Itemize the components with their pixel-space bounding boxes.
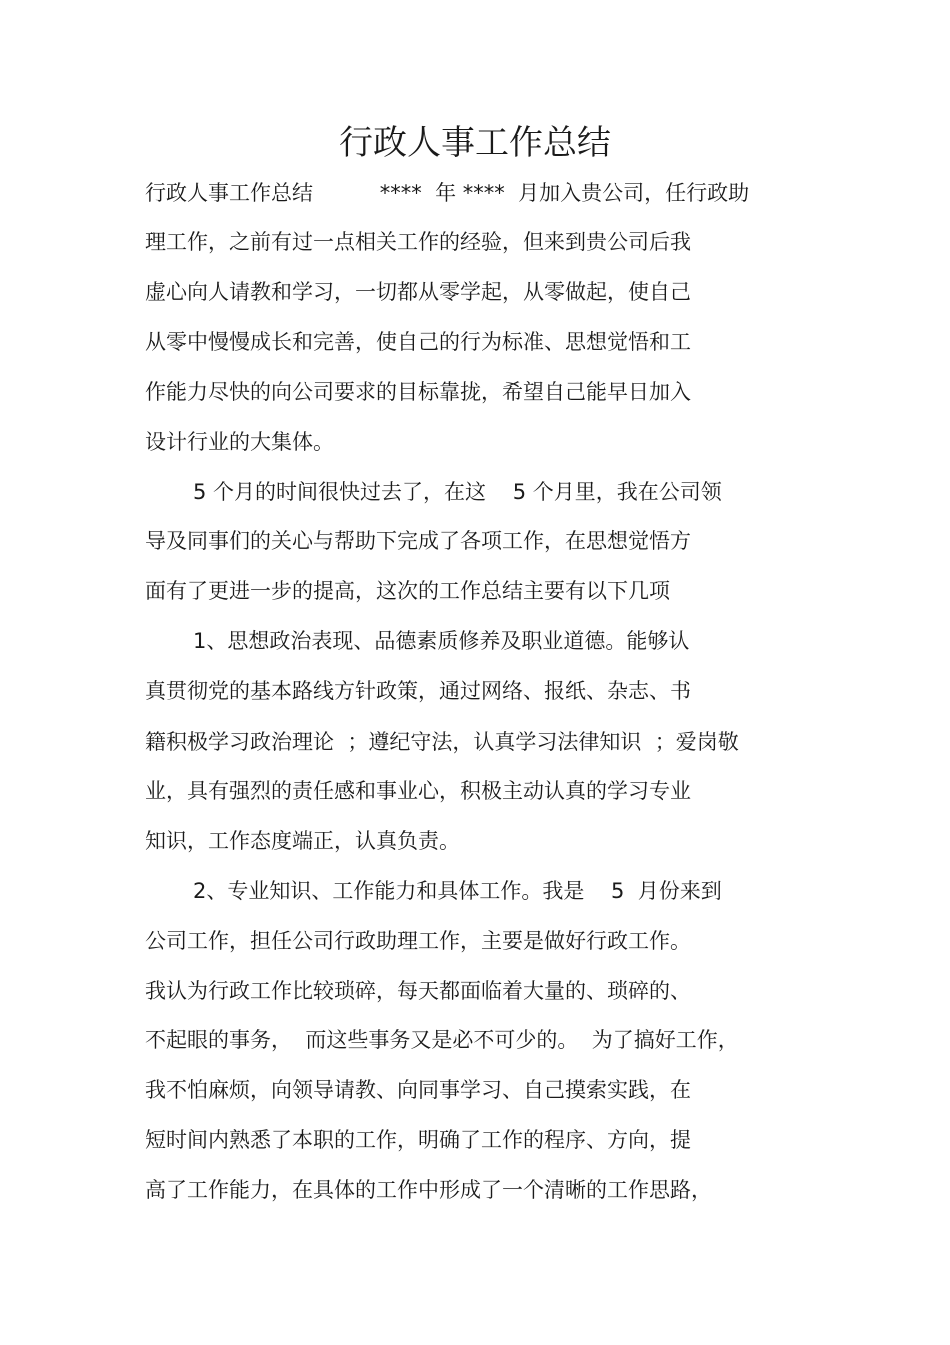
text-line: 真贯彻党的基本路线方针政策，通过网络、报纸、杂志、书 — [145, 679, 691, 703]
text-line: 公司工作，担任公司行政助理工作，主要是做好行政工作。 — [145, 929, 691, 953]
document-title: 行政人事工作总结 — [339, 123, 611, 163]
text-line: 籍积极学习政治理论 ；遵纪守法，认真学习法律知识 ；爱岗敬 — [145, 730, 739, 754]
text-line: 行政人事工作总结 **** 年 **** 月加入贵公司，任行政助 — [145, 181, 750, 205]
text-line: 业，具有强烈的责任感和事业心，积极主动认真的学习专业 — [145, 779, 691, 803]
text-line: 1、思想政治表现、品德素质修养及职业道德。能够认 — [193, 629, 690, 653]
text-line: 虚心向人请教和学习，一切都从零学起，从零做起，使自己 — [145, 280, 691, 304]
text-line: 不起眼的事务， 而这些事务又是必不可少的。 为了搞好工作， — [145, 1028, 739, 1052]
text-line: 设计行业的大集体。 — [145, 430, 334, 454]
text-line: 2、专业知识、工作能力和具体工作。我是 5 月份来到 — [193, 879, 722, 903]
text-line: 短时间内熟悉了本职的工作，明确了工作的程序、方向，提 — [145, 1128, 691, 1152]
text-line: 导及同事们的关心与帮助下完成了各项工作，在思想觉悟方 — [145, 529, 691, 553]
text-line: 理工作，之前有过一点相关工作的经验，但来到贵公司后我 — [145, 230, 691, 254]
text-line: 面有了更进一步的提高，这次的工作总结主要有以下几项 — [145, 579, 670, 603]
text-line: 我不怕麻烦，向领导请教、向同事学习、自己摸索实践，在 — [145, 1078, 691, 1102]
text-line: 我认为行政工作比较琐碎，每天都面临着大量的、琐碎的、 — [145, 979, 691, 1003]
text-line: 高了工作能力，在具体的工作中形成了一个清晰的工作思路， — [145, 1178, 712, 1202]
text-line: 从零中慢慢成长和完善，使自己的行为标准、思想觉悟和工 — [145, 330, 691, 354]
text-line: 作能力尽快的向公司要求的目标靠拢，希望自己能早日加入 — [145, 380, 691, 404]
text-line: 知识，工作态度端正，认真负责。 — [145, 829, 460, 853]
text-line: 5 个月的时间很快过去了，在这 5 个月里，我在公司领 — [193, 480, 722, 504]
